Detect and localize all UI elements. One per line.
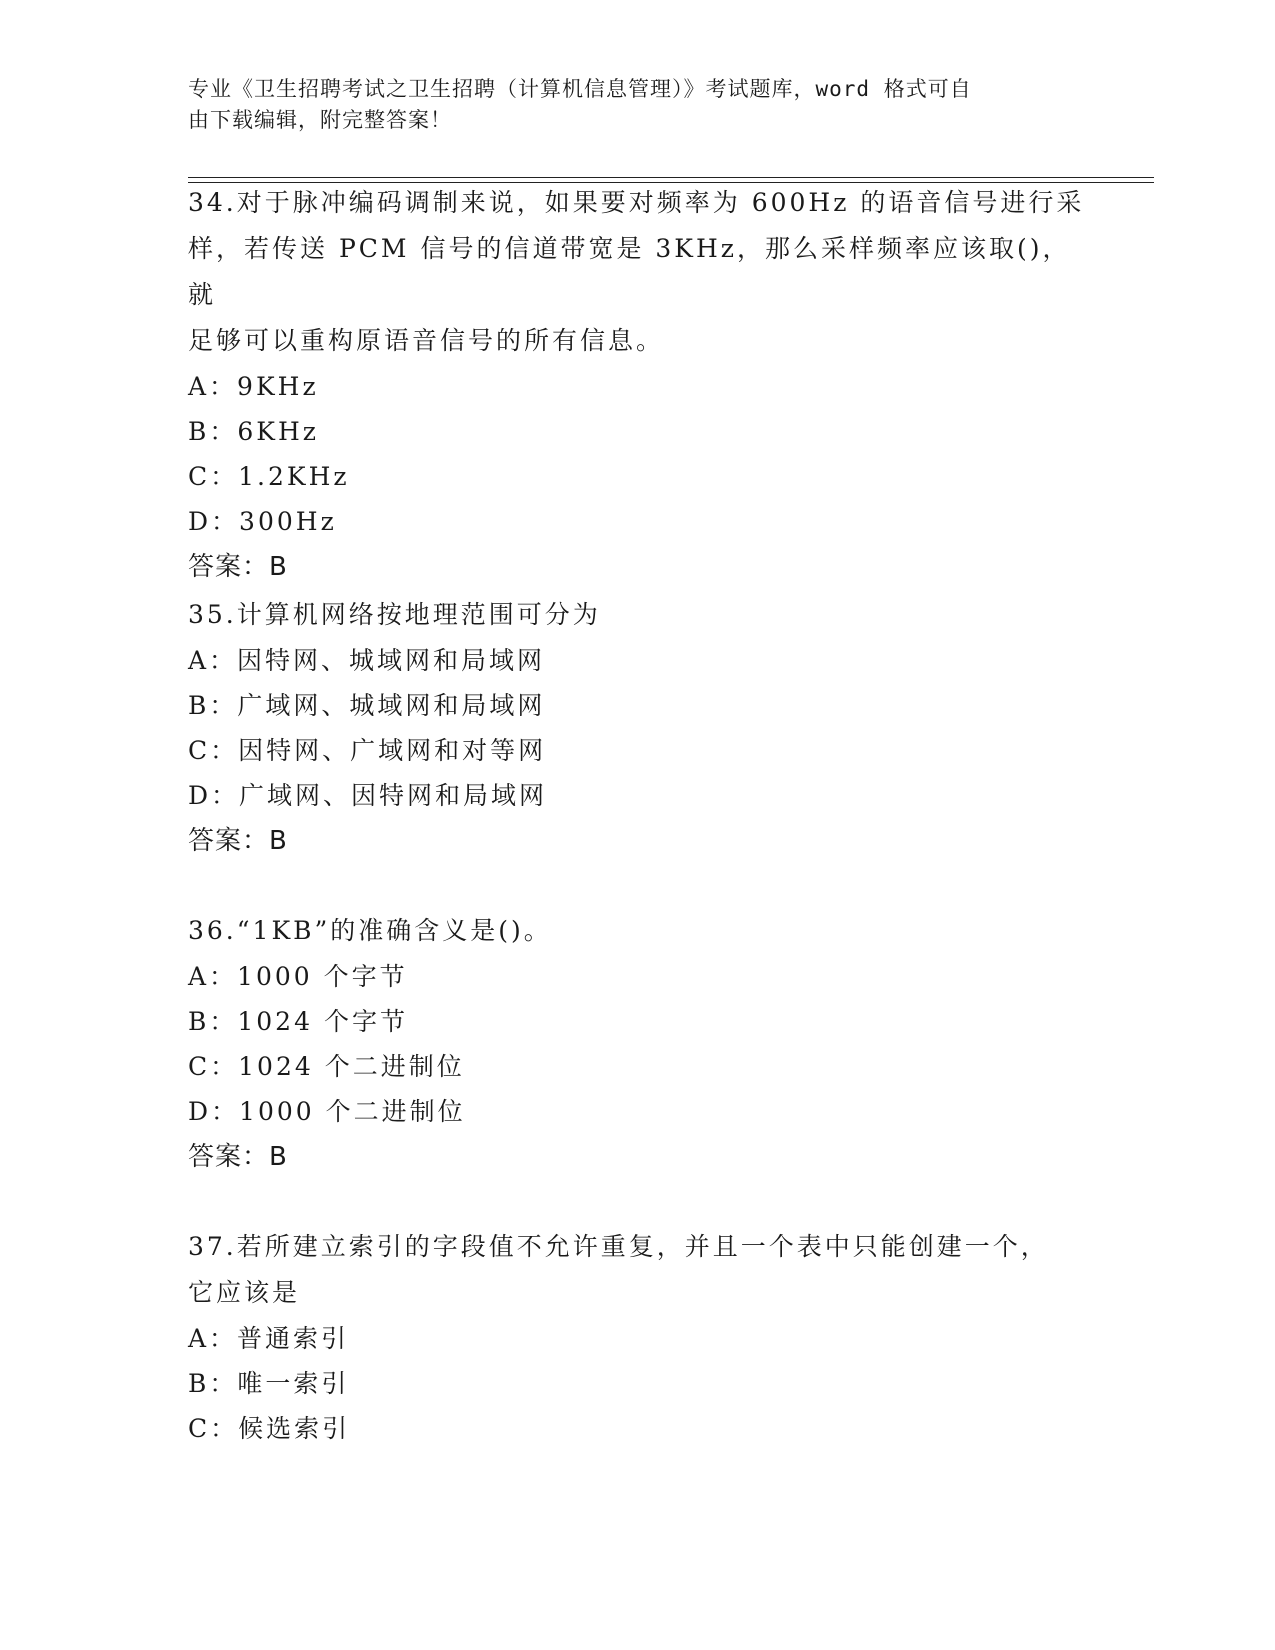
question-37	[188, 1224, 1088, 1451]
option-b: B：1024 个字节	[188, 1007, 408, 1036]
option-a: A：9KHz	[188, 372, 319, 401]
option-a: A：因特网、城域网和局域网	[188, 646, 546, 675]
option-d: D：300Hz	[188, 507, 337, 536]
option-a: A：1000 个字节	[188, 962, 408, 991]
question-stem-line: 它应该是	[188, 1278, 301, 1307]
question-stem-line: 34.对于脉冲编码调制来说，如果要对频率为 600Hz 的语音信号进行采	[188, 188, 1085, 217]
option-c: C：1024 个二进制位	[188, 1052, 465, 1081]
question-stem-line: 足够可以重构原语音信号的所有信息。	[188, 326, 665, 355]
answer: 答案：B	[188, 1142, 288, 1172]
question-36	[188, 908, 1088, 1180]
option-b: B：6KHz	[188, 417, 319, 446]
question-stem-line: 37.若所建立索引的字段值不允许重复，并且一个表中只能创建一个，	[188, 1232, 1049, 1261]
header-line-1: 专业《卫生招聘考试之卫生招聘（计算机信息管理）》考试题库，word 格式可自	[188, 77, 972, 101]
question-34	[188, 180, 1088, 590]
header-line-2: 由下载编辑，附完整答案！	[188, 108, 452, 132]
option-d: D：广域网、因特网和局域网	[188, 781, 548, 810]
option-c: C：因特网、广域网和对等网	[188, 736, 547, 765]
option-b: B：唯一索引	[188, 1369, 350, 1398]
answer: 答案：B	[188, 552, 288, 582]
header-divider-top	[188, 177, 1154, 178]
question-35	[188, 592, 1088, 864]
option-a: A：普通索引	[188, 1324, 350, 1353]
answer: 答案：B	[188, 826, 288, 856]
question-stem-line: 36.“1KB”的准确含义是()。	[188, 916, 552, 945]
option-b: B：广域网、城域网和局域网	[188, 691, 546, 720]
document-header	[188, 74, 1068, 136]
option-c: C：候选索引	[188, 1414, 351, 1443]
question-stem-line: 35.计算机网络按地理范围可分为	[188, 600, 601, 629]
question-stem-line: 样，若传送 PCM 信号的信道带宽是 3KHz，那么采样频率应该取()，就	[188, 234, 1071, 309]
option-c: C：1.2KHz	[188, 462, 350, 491]
option-d: D：1000 个二进制位	[188, 1097, 466, 1126]
